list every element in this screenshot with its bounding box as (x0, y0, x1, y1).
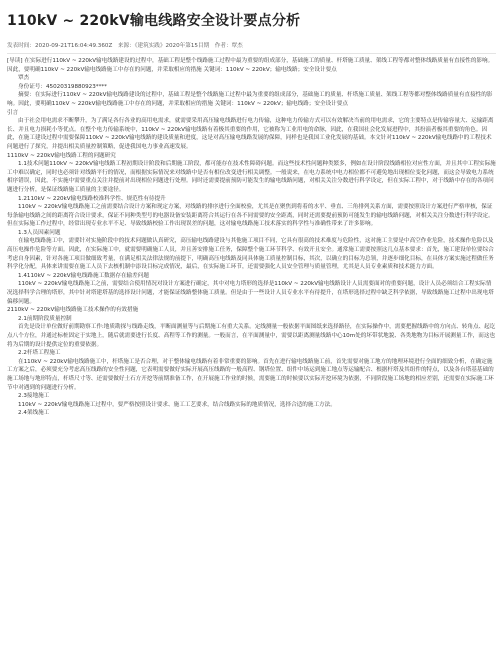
body-paragraph: 110kV ~ 220kV输电线路施工之前，需要结合使用情况对设计方案进行确定，其中对电力塔形的选择是110kV ~ 220kV输电线路设计人员需要面对的重要问题，设计人员必须结合工程实际情况选择科学合理的塔形，其中针对塔建塔基的选择设计问题，才能保证线路整体施工质量。但是由于一些设计人员专业水平有待提升，在塔形选择过程中缺乏科学依据，导致线路施工过程中出现电塔偏移问题。 (7, 281, 494, 305)
author-line: 覃杰 (18, 75, 30, 82)
abstract-label: [导读] (7, 58, 23, 64)
body-paragraph: 1.1技术问题110kV ~ 220kV输电线路工程初期设计阶段和后期施工阶段，都可能存在技术性障碍问题。而这些技术性问题种类繁多，例如在设计阶段线路相位对应性方面，并且其中工程实际施工中难以确定，同时也必须针对线路平行的情况，而根据实际情况来对线路中是否有相位改变进行相关调整。一般说来，在电力系统中电力相位都不可避免地出现相位变化问题，而这会导致电力系统相序错误，因此，不实施中需要重点关注并提前对出现相位问题进行处理。同时还需要提前预防可能发生的输电线路问题，对相关关注分数进行科学设定，但在实际工程中，对于线路中存在的各项问题进行分析，是保证线路施工质量的主要途径。 (7, 161, 496, 193)
section-heading: 1.4110kV ~ 220kV输电线路施工数据存在输差问题 (18, 272, 149, 279)
article-body (7, 57, 496, 418)
body-paragraph: 在110kV ~ 220kV输电线路施工中，杆塔施工是否合理，对于整体输电线路有着非常重要的影响。首先在进行输电线路施工前，首先需要对施工地方的地理环境进行全面的细致分析，在确定施工方案之后，必须要充分考虑高压线路的安全性问题，它表明需要做好实际开展高压线路的一般高程、钢塔位置、组件中场运到施工地点等运输配合、根据杆塔及其组件的特点，以及各台塔基基础的施工场地与地形特点，杆塔尺寸等、还需要做好土石方开挖等前期准备工作，在开展施工作业的时候，需要施工的时候要以实际开挖环境为依据，不同阶段施工场地的相应差别，还需要在实际施工环节中对遇到的问题进行分析。 (7, 358, 494, 391)
abstract-paragraph (7, 57, 496, 74)
section-heading: 1110kV ~ 220kV输电线路工程的问题研究 (7, 152, 116, 159)
section-heading: 1.3人员因素问题 (18, 229, 61, 236)
body-paragraph: 在输电线路施工中，需要针对实施阶段中的技术问题做认真研究，高压输电线路建设与其他施工项目不同，它具有很高的技术难度与危险性，这对施工主要是中高空作业危险，技术操作危险以及高压电操作危险等方面。因此，在实际施工中，就需要明确施工人员，并且善安排施工任务，保障整个施工环节科学、有效开且安全。通常施工需要按照这几点基本要求：首先，施工建设单位要综合考虑自身因素，针对各施工项目做细致考量，在满足相关法律法规的前提下，明确高压电线路及同具体施工质量控制目标，其次，以确立的目标为总领，并逐步细化目标，在具体方案实施过程做任务科学化分配，具体来讲需要在施工人员下去核机制中添设目标完成情况，最后，在实际施工环节，还需要强化人员安全管理与质量管理，尤其是人员专业素质和技术能力方面。 (7, 238, 494, 271)
body-paragraph: 由于社会用电需求不断攀升，为了满足各行各业的高用电需求，就需要采用高压输电线路进行电力传输，这种电力传输方式可以有效解决当前的用电需求，它的主要特点是传输容量大、运输距离长、并且电力损耗小等优点。在整个电力传输系统中，110kV ~ 220kV输电线路有着极其重要的作用，它被称为工业用电的命脉，因此，在我国社会化发展进程中，其扮演者极其重要的角色。因此，在施工建设过程中需要保障110kV ~ 220kV输电线路的建设质量和进度，这是对高压输电线路发展的保障，同样也是我国工业化发展的基础。本文针对110kV ~ 220kV输电线路中的工程技术问题进行了探究，并提出相关质量控制策略，促进我国电力事业高速发展。 (7, 118, 494, 150)
id-line: 身份证号：45020319880923**** (18, 83, 107, 90)
section-heading: 2.1前期阶段质量控制 (18, 315, 72, 322)
intro-heading: 引言 (7, 109, 19, 116)
section-heading: 2.2杆塔工程施工 (18, 350, 61, 357)
abstract-text: 在实际进行110kV ~ 220kV输电线路建设的过程中，基础工程是整个线路施工过程中最为重要的组成部分，基础施工的质量、杆塔施工质量、架线工程等都对整体线路质量有直接性的影响。因此，要明确110kV ~ 220kV输电线路施工中存在的问题，并采取相应的措施 关键词：110kV ~ 220kV；输电线路；安全设计要点 (7, 58, 494, 73)
body-paragraph: 110kV ~ 220kV输电线路施工过程中，要严格按照设计要求、施工工艺要求，结合线路实际的地质情况，选择合适的施工方法。 (18, 401, 336, 408)
article-title: 110kV ~ 220kV输电线路安全设计要点分析 (7, 13, 301, 29)
article-meta: 发表时间：2020-09-21T16:04:49.360Z 来源：《建筑实践》2020年第15目期 作者：覃杰 (7, 42, 496, 54)
section-heading: 2.3接地施工 (18, 393, 50, 400)
section-heading: 2110kV ~ 220kV输电线路施工技术操作的有效措施 (7, 307, 139, 314)
summary-paragraph: 摘要：在实际进行110kV ~ 220kV输电线路建设的过程中，基础工程是整个线路施工过程中最为重要的组成部分，基础施工的质量、杆塔施工质量、架线工程等都对整体线路质量有直接性的影响。因此，要明确110kV ~ 220kV输电线路施工中存在的问题，并采取相应的措施 关键词：110kV ~ 220kV；输电线路；安全设计要点 (7, 92, 493, 107)
body-paragraph: 110kV ~ 220kV输电线路施工之前需要结合设计方案和现定方案，对线路的排序进行全面校验，尤其是在聚焦到将着的水平、垂直、三角排列关系方面，需要按照设计方案进行严格审核，保证每条输电线路之间的距离符合设计要求，保证不同种类型号的电器设备安装距离符合其运行在各不同需要的安全距离，同时还需要提前预防可能发生的输电线路问题，对相关关注分数进行科学设定。但在实际施工作过程中，经常出现专业水平不足、导致线路校验工作出现误差的问题，这对输电线路施工技术落实的科学性与准确性带来了许多影响。 (7, 204, 494, 228)
section-heading: 1.2110kV ~ 220kV输电线路校准科学性、规范性有待提升 (18, 195, 166, 202)
section-heading: 2.4架线施工 (18, 410, 50, 417)
body-paragraph: 首先是设计单位做好前期勘察工作:地质勘探与线路走线，平断面测量等与后期施工有重大关系。定线测量一般依据平面图纸来选择路径，在实际操作中，需要把握线路中的方向点、转角点、起讫点八个方位，并通过标桩固定于实地上，随后就需要进行长度、高程等工作的测量。一般而言，在平面测量中，需要以距离测量线路中心10m处的坏带状地貌、各类地物为目标开展测量工作，而这也将为后期的设计提供定位的重要依据。 (7, 324, 496, 348)
